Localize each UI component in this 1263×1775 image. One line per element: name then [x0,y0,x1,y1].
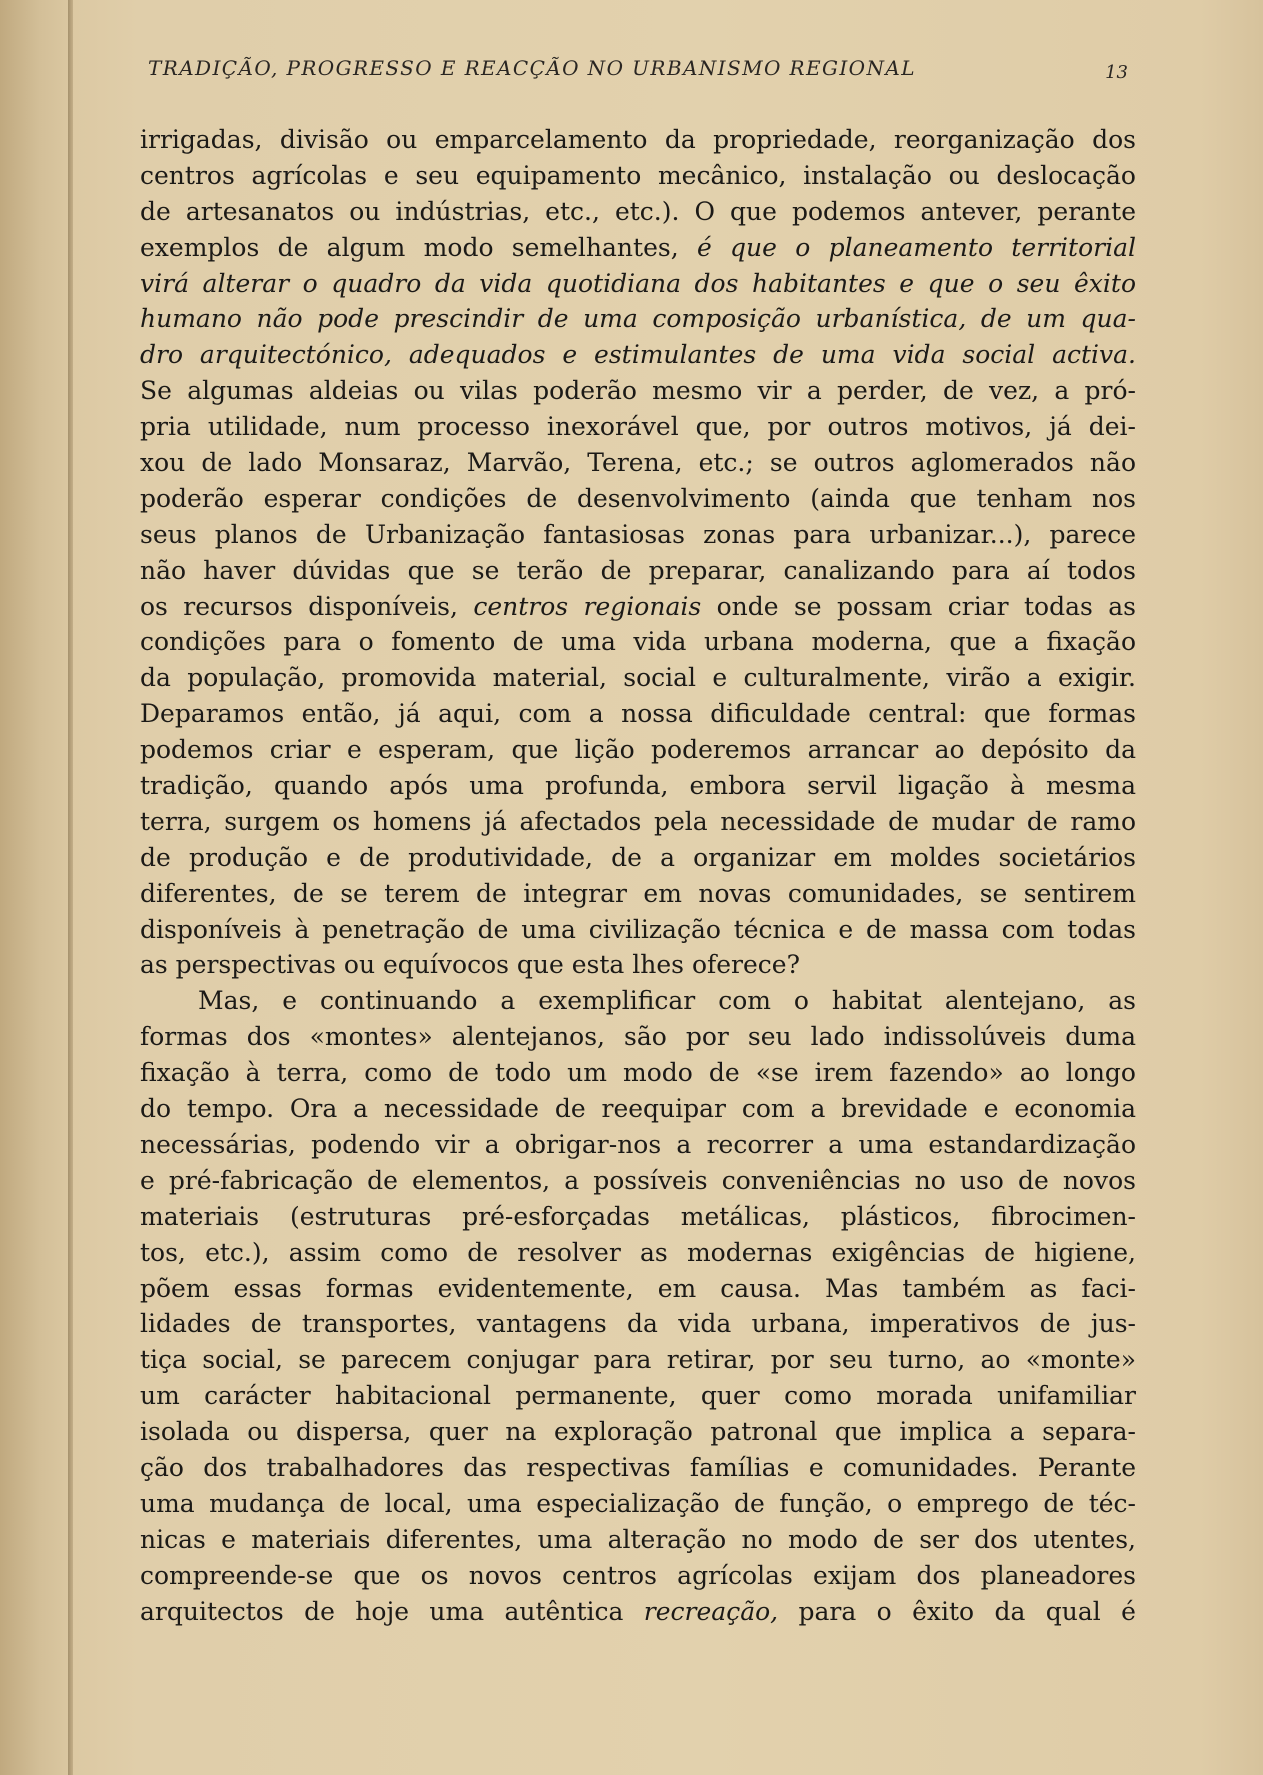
text-line [140,409,1136,445]
text-segment: formas dos «montes» alentejanos, são por seu lado indissolúveis duma [140,1022,1136,1052]
text-segment: ção dos trabalhadores das respectivas famílias e comunidades. Perante [140,1452,1136,1482]
italic-text: virá alterar o quadro da vida quotidiana dos habitantes e que o seu êxito [140,268,1136,298]
page-number: 13 [1105,62,1128,83]
text-segment: disponíveis à penetração de uma civilização técnica e de massa com todas [140,914,1136,944]
text-segment: onde se possam criar todas as [701,591,1136,621]
text-segment: põem essas formas evidentemente, em causa. Mas também as faci- [140,1273,1136,1303]
text-line [140,158,1136,194]
text-line [140,1414,1136,1450]
text-segment: tradição, quando após uma profunda, embora servil ligação à mesma [140,771,1136,801]
text-segment: compreende-se que os novos centros agrícolas exijam dos planeadores [140,1560,1136,1590]
text-line [140,230,1136,266]
text-line [140,1378,1136,1414]
page-header [148,56,1128,86]
text-segment: terra, surgem os homens já afectados pela necessidade de mudar de ramo [140,806,1136,836]
text-segment: poderão esperar condições de desenvolvimento (ainda que tenham nos [140,483,1136,513]
text-line [140,983,1136,1019]
text-line [140,1019,1136,1055]
italic-text: recreação, [643,1596,779,1626]
text-segment: pria utilidade, num processo inexorável que, por outros motivos, já dei- [140,412,1136,442]
text-line [140,194,1136,230]
text-line [140,1235,1136,1271]
text-segment: arquitectos de hoje uma autêntica [140,1596,644,1626]
text-segment: uma mudança de local, uma especialização de função, o emprego de téc- [140,1488,1136,1518]
text-line [140,1450,1136,1486]
text-segment: os recursos disponíveis, [140,591,474,621]
text-line [140,912,1136,948]
text-segment: xou de lado Monsaraz, Marvão, Terena, etc.; se outros aglomerados não [140,448,1136,478]
italic-text: humano não pode prescindir de uma composição urbanística, de um qua- [140,304,1136,334]
text-line [140,1055,1136,1091]
text-line [140,481,1136,517]
text-segment: centros agrícolas e seu equipamento mecânico, instalação ou deslocação [140,160,1136,190]
italic-text: centros regionais [473,591,702,621]
text-segment: Deparamos então, já aqui, com a nossa dificuldade central: que formas [140,699,1136,729]
text-segment: da população, promovida material, social e culturalmente, virão a exigir. [140,663,1136,693]
text-line [140,1127,1136,1163]
text-segment: lidades de transportes, vantagens da vida urbana, imperativos de jus- [140,1309,1136,1339]
text-line [140,589,1136,625]
text-line [140,445,1136,481]
text-segment: as perspectivas ou equívocos que esta lhes oferece? [140,950,800,980]
text-line [140,660,1136,696]
text-line [140,1306,1136,1342]
italic-text: é que o planeamento territorial [696,232,1136,262]
text-segment: materiais (estruturas pré-esforçadas metálicas, plásticos, fibrocimen- [140,1201,1136,1231]
text-segment: para o êxito da qual é [778,1596,1136,1626]
text-segment: irrigadas, divisão ou emparcelamento da propriedade, reorganização dos [140,125,1136,154]
text-line [140,1163,1136,1199]
italic-text: dro arquitectónico, adequados e estimulantes de uma vida social activa. [140,340,1136,370]
text-segment: nicas e materiais diferentes, uma alteração no modo de ser dos utentes, [140,1524,1136,1554]
text-line [140,337,1136,373]
text-line [140,1199,1136,1235]
text-line [140,301,1136,337]
text-line [140,1342,1136,1378]
text-segment: Mas, e continuando a exemplificar com o habitat alentejano, as [198,986,1136,1016]
text-line [140,947,1136,983]
text-segment: de artesanatos ou indústrias, etc., etc.). O que podemos antever, perante [140,196,1136,226]
text-segment: Se algumas aldeias ou vilas poderão mesmo vir a perder, de vez, a pró- [140,376,1136,406]
text-line [140,840,1136,876]
text-line [140,1091,1136,1127]
text-segment: podemos criar e esperam, que lição poderemos arrancar ao depósito da [140,735,1136,765]
text-line [140,876,1136,912]
running-title: TRADIÇÃO, PROGRESSO E REACÇÃO NO URBANISMO REGIONAL [148,56,916,80]
text-segment: fixação à terra, como de todo um modo de «se irem fazendo» ao longo [140,1058,1136,1088]
text-segment: e pré-fabricação de elementos, a possíveis conveniências no uso de novos [140,1165,1136,1195]
text-line [140,1486,1136,1522]
text-segment: de produção e de produtividade, de a organizar em moldes societários [140,842,1136,872]
text-segment: condições para o fomento de uma vida urbana moderna, que a fixação [140,627,1136,657]
text-segment: um carácter habitacional permanente, quer como morada unifamiliar [140,1381,1136,1411]
text-line [140,804,1136,840]
text-line [140,1522,1136,1558]
text-line [140,1271,1136,1307]
text-line [140,1558,1136,1594]
text-segment: diferentes, de se terem de integrar em novas comunidades, se sentirem [140,878,1136,908]
text-line [140,732,1136,768]
text-segment: exemplos de algum modo semelhantes, [140,232,697,262]
text-segment: necessárias, podendo vir a obrigar-nos a recorrer a uma estandardização [140,1129,1136,1159]
text-segment: não haver dúvidas que se terão de preparar, canalizando para aí todos [140,555,1136,585]
text-segment: isolada ou dispersa, quer na exploração patronal que implica a separa- [140,1417,1136,1447]
page-gutter-shadow [68,0,73,1775]
text-line [140,517,1136,553]
text-segment: do tempo. Ora a necessidade de reequipar com a brevidade e economia [140,1094,1136,1124]
body-text [140,122,1136,1629]
text-line [140,696,1136,732]
text-line [140,373,1136,409]
text-line [140,768,1136,804]
text-line [140,266,1136,302]
text-line [140,553,1136,589]
text-segment: tiça social, se parecem conjugar para retirar, por seu turno, ao «monte» [140,1345,1136,1375]
text-segment: tos, etc.), assim como de resolver as modernas exigências de higiene, [140,1237,1136,1267]
text-line [140,122,1136,158]
text-segment: seus planos de Urbanização fantasiosas zonas para urbanizar...), parece [140,519,1136,549]
text-line [140,1594,1136,1630]
text-line [140,624,1136,660]
